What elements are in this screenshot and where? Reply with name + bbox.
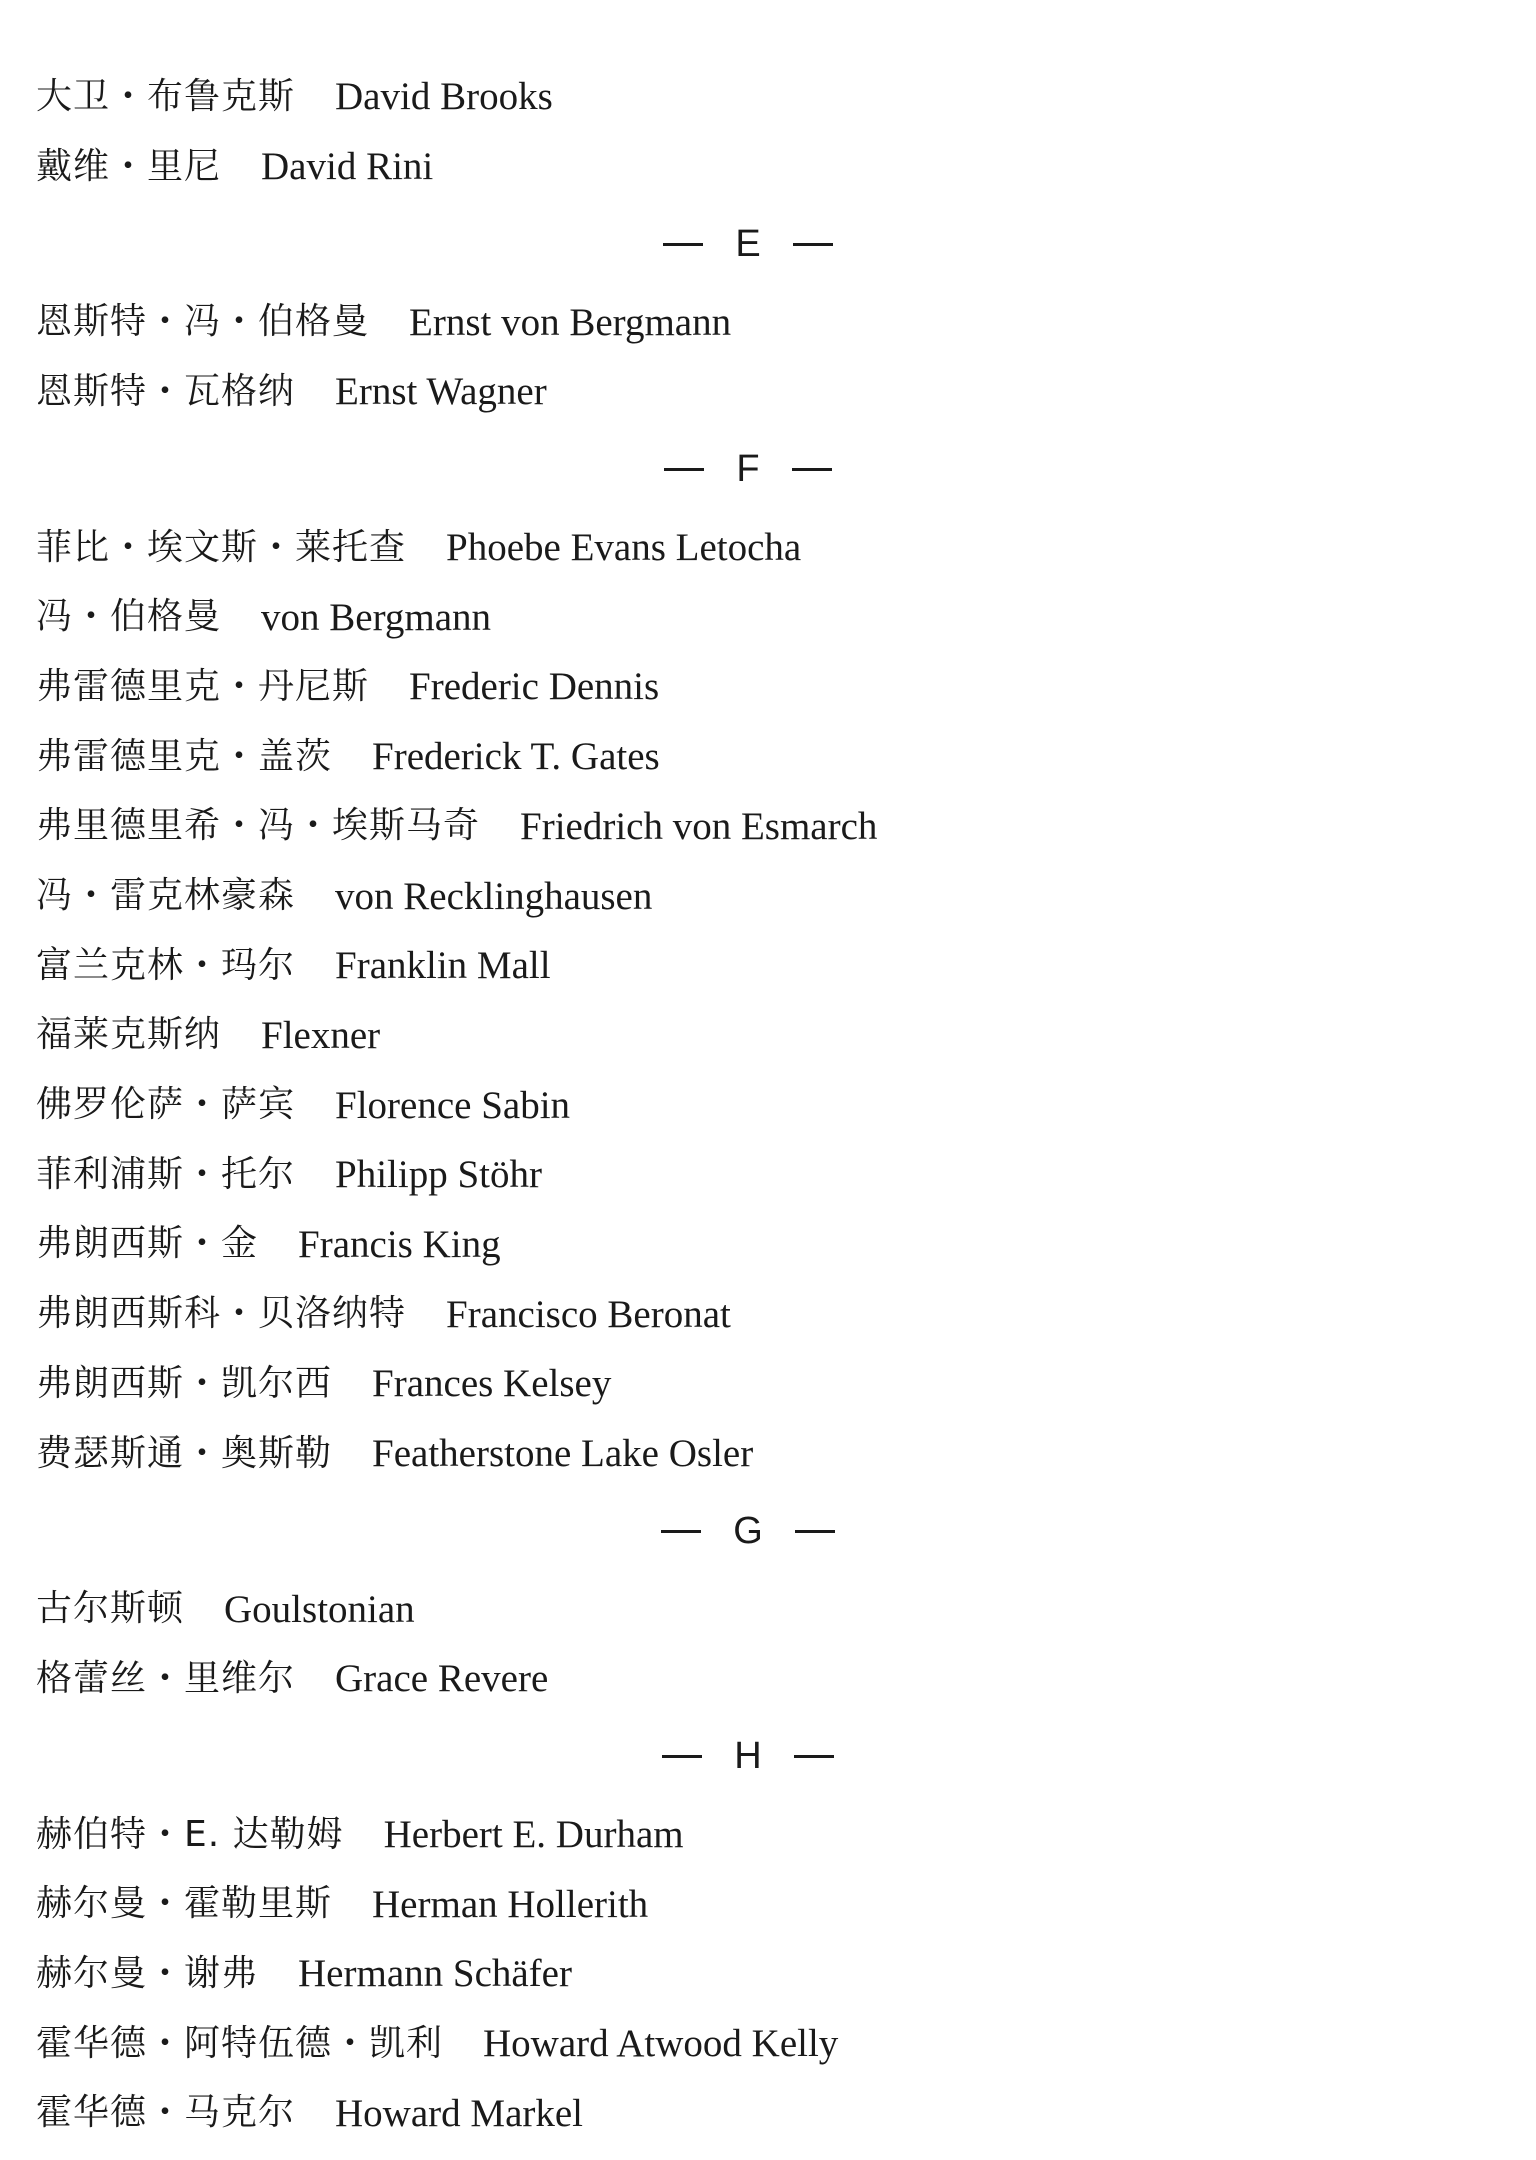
chinese-name: 古尔斯顿	[36, 1588, 185, 1630]
header-dash-right	[793, 243, 833, 246]
glossary-entry	[36, 1644, 1460, 1714]
glossary-entry	[36, 2079, 1460, 2149]
header-dash-right	[795, 1530, 835, 1533]
english-name: Howard Markel	[335, 2091, 584, 2135]
glossary-entry	[36, 1419, 1460, 1489]
english-name: Hermann Schäfer	[298, 1952, 572, 1996]
glossary-entry	[36, 931, 1460, 1001]
glossary-entry	[36, 62, 1460, 132]
chinese-name: 赫伯特・E. 达勒姆	[36, 1813, 344, 1855]
letter-section-header	[36, 201, 1460, 287]
english-name: Phoebe Evans Letocha	[446, 526, 802, 570]
chinese-name: 霍华德・阿特伍德・凯利	[36, 2022, 444, 2064]
header-dash-right	[794, 1755, 834, 1758]
english-name: Friedrich von Esmarch	[520, 804, 878, 848]
english-name: Francis King	[298, 1222, 501, 1266]
glossary-entry	[36, 1869, 1460, 1939]
glossary-entry	[36, 722, 1460, 792]
chinese-name: 弗朗西斯科・贝洛纳特	[36, 1293, 407, 1335]
letter-section-header	[36, 1488, 1460, 1574]
chinese-name: 弗朗西斯・凯尔西	[36, 1362, 333, 1404]
header-dash-left	[663, 243, 703, 246]
letter-section-header	[36, 1714, 1460, 1800]
chinese-name: 恩斯特・冯・伯格曼	[36, 301, 370, 343]
glossary-entry	[36, 1140, 1460, 1210]
english-name: Florence Sabin	[335, 1083, 571, 1127]
glossary-entry	[36, 861, 1460, 931]
chinese-name: 格蕾丝・里维尔	[36, 1657, 296, 1699]
chinese-name: 霍华德・马克尔	[36, 2092, 296, 2134]
english-name: Ernst von Bergmann	[409, 300, 732, 344]
english-name: Philipp Stöhr	[335, 1153, 542, 1197]
glossary-entry	[36, 287, 1460, 357]
section-letter: G	[733, 1509, 763, 1552]
english-name: David Brooks	[335, 75, 553, 119]
english-name: David Rini	[261, 145, 434, 189]
english-name: Featherstone Lake Osler	[372, 1432, 754, 1476]
chinese-name: 佛罗伦萨・萨宾	[36, 1084, 296, 1126]
glossary-entry	[36, 132, 1460, 202]
chinese-name: 大卫・布鲁克斯	[36, 75, 296, 117]
glossary-entry	[36, 1574, 1460, 1644]
header-dash-left	[662, 1755, 702, 1758]
glossary-entry	[36, 357, 1460, 427]
chinese-name: 菲利浦斯・托尔	[36, 1153, 296, 1195]
chinese-name: 赫尔曼・谢弗	[36, 1952, 259, 1994]
english-name: Francisco Beronat	[446, 1292, 731, 1336]
chinese-name: 弗里德里希・冯・埃斯马奇	[36, 805, 481, 847]
english-name: Grace Revere	[335, 1657, 549, 1701]
chinese-name: 菲比・埃文斯・莱托查	[36, 526, 407, 568]
chinese-name: 冯・雷克林豪森	[36, 875, 296, 917]
glossary-entry	[36, 1210, 1460, 1280]
english-name: Herman Hollerith	[372, 1882, 649, 1926]
english-name: Frances Kelsey	[372, 1362, 612, 1406]
english-name: Ernst Wagner	[335, 370, 547, 414]
section-letter: E	[735, 222, 761, 265]
glossary-entry	[36, 1001, 1460, 1071]
chinese-name: 恩斯特・瓦格纳	[36, 370, 296, 412]
header-dash-left	[664, 468, 704, 471]
glossary-entry	[36, 513, 1460, 583]
english-name: Herbert E. Durham	[383, 1813, 684, 1857]
english-name: Howard Atwood Kelly	[483, 2022, 839, 2066]
glossary-page	[36, 62, 1460, 2148]
english-name: Goulstonian	[224, 1587, 415, 1631]
chinese-name: 富兰克林・玛尔	[36, 944, 296, 986]
english-name: Flexner	[261, 1013, 381, 1057]
chinese-name: 弗雷德里克・盖茨	[36, 735, 333, 777]
glossary-entry	[36, 1349, 1460, 1419]
english-name: Frederic Dennis	[409, 665, 660, 709]
glossary-entry	[36, 2009, 1460, 2079]
glossary-entry	[36, 1800, 1460, 1870]
english-name: von Recklinghausen	[335, 874, 653, 918]
glossary-entry	[36, 582, 1460, 652]
glossary-entry	[36, 1070, 1460, 1140]
header-dash-left	[661, 1530, 701, 1533]
english-name: von Bergmann	[261, 595, 492, 639]
chinese-name: 弗雷德里克・丹尼斯	[36, 665, 370, 707]
chinese-name: 福莱克斯纳	[36, 1014, 222, 1056]
header-dash-right	[792, 468, 832, 471]
chinese-name: 戴维・里尼	[36, 145, 222, 187]
chinese-name: 冯・伯格曼	[36, 596, 222, 638]
english-name: Frederick T. Gates	[372, 735, 660, 779]
glossary-entry	[36, 652, 1460, 722]
glossary-entry	[36, 792, 1460, 862]
english-name: Franklin Mall	[335, 944, 551, 988]
section-letter: H	[734, 1735, 762, 1778]
chinese-name: 费瑟斯通・奥斯勒	[36, 1432, 333, 1474]
chinese-name: 弗朗西斯・金	[36, 1223, 259, 1265]
glossary-entry	[36, 1939, 1460, 2009]
letter-section-header	[36, 427, 1460, 513]
section-letter: F	[736, 448, 760, 491]
glossary-entry	[36, 1279, 1460, 1349]
chinese-name: 赫尔曼・霍勒里斯	[36, 1883, 333, 1925]
